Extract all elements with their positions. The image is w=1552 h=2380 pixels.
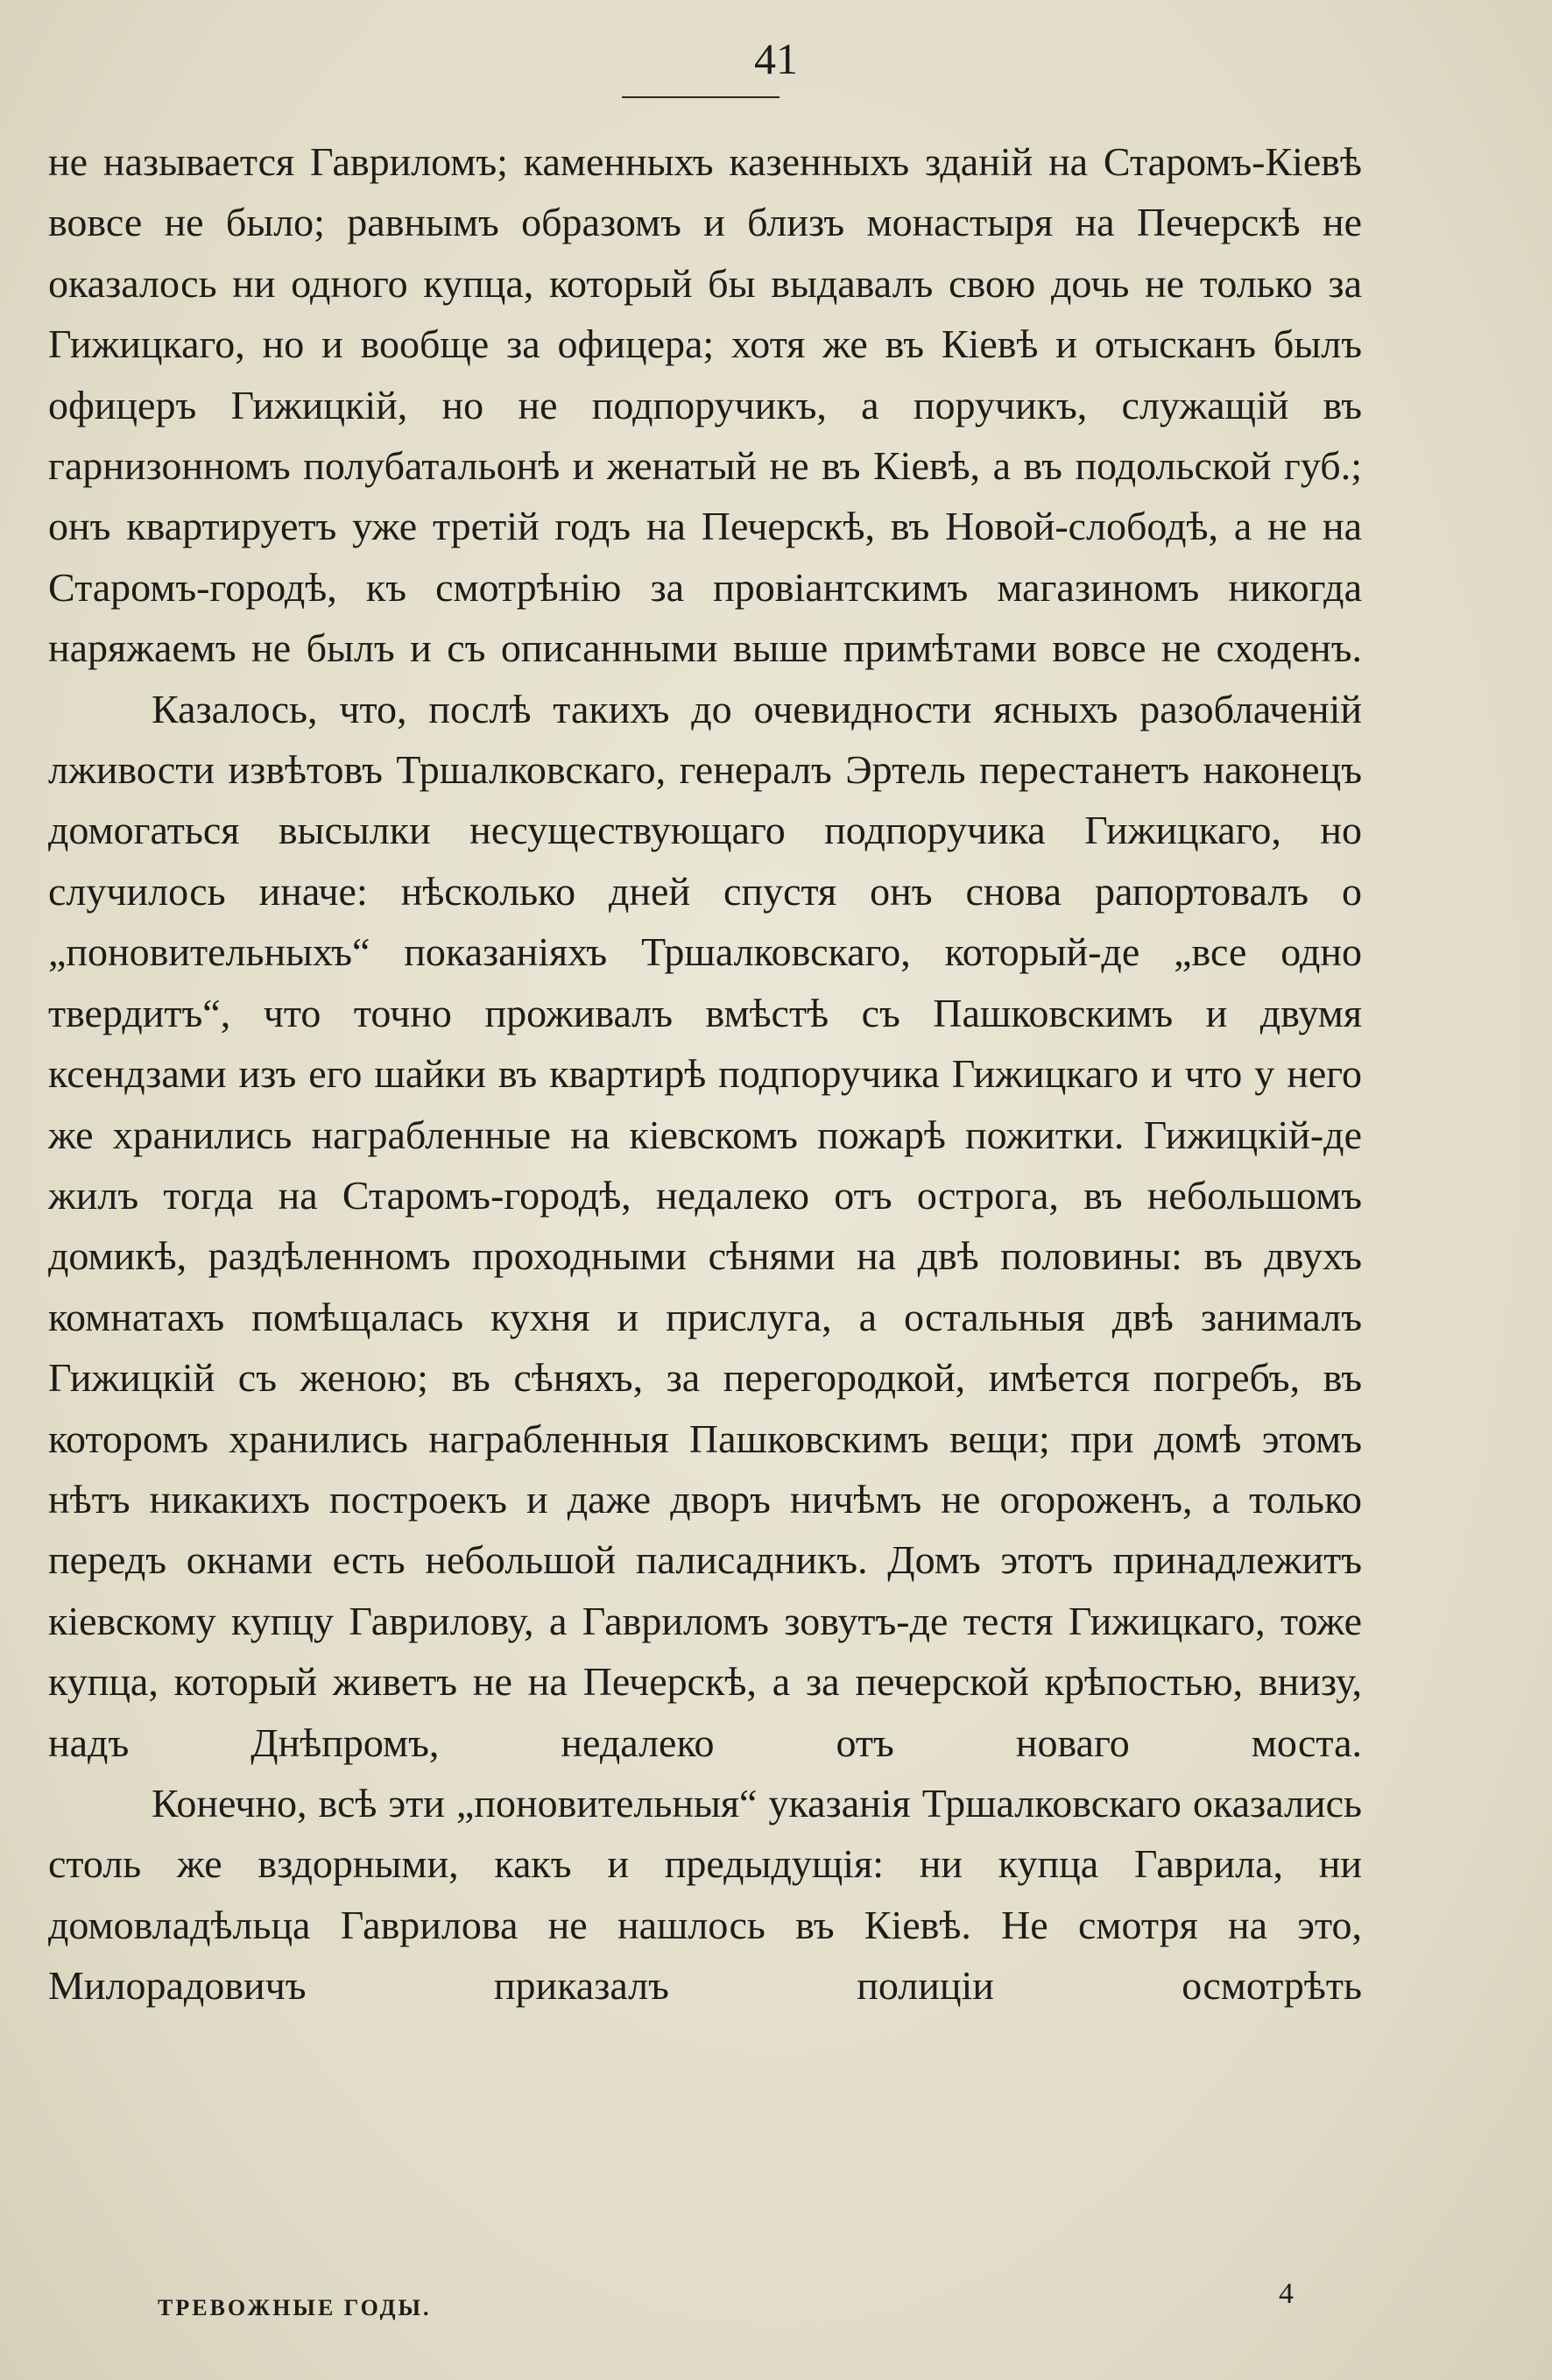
signature-mark: 4 bbox=[1279, 2278, 1294, 2310]
paragraph-1: не называется Гавриломъ; каменныхъ казенныхъ зданій на Старомъ-Кіевѣ вовсе не было; равнымъ образомъ и близъ монастыря на Печерскѣ не оказалось ни одного купца, который бы выдавалъ свою дочь не только за Гижицкаго, но и вообще за офицера; хотя же въ Кіевѣ и отысканъ былъ офицеръ Гижицкій, но не подпоручикъ, а поручикъ, служащій въ гарнизонномъ полубатальонѣ и женатый не въ Кіевѣ, а въ подольской губ.; онъ квартируетъ уже третій годъ на Печерскѣ, въ Новой-слободѣ, а не на Старомъ-городѣ, къ смотрѣнію за провіантскимъ магазиномъ никогда наряжаемъ не былъ и съ описанными выше примѣтами вовсе не сходенъ. bbox=[48, 139, 1362, 671]
running-footer-title: ТРЕВОЖНЫЕ ГОДЫ. bbox=[158, 2295, 432, 2320]
body-text bbox=[48, 131, 1362, 2016]
paragraph-3: Конечно, всѣ эти „поновительныя“ указанія Тршалковскаго оказались столь же вздорными, какъ и предыдущія: ни купца Гаврила, ни домовладѣльца Гаврилова не нашлось въ Кіевѣ. Не смотря на это, Милорадовичъ приказалъ полиціи осмотрѣть bbox=[48, 1780, 1362, 2009]
page-number: 41 bbox=[754, 34, 798, 83]
paragraph-2: Казалось, что, послѣ такихъ до очевидности ясныхъ разоблаченій лживости извѣтовъ Тршалковскаго, генералъ Эртель перестанетъ наконецъ домогаться высылки несуществующаго подпоручика Гижицкаго, но случилось иначе: нѣсколько дней спустя онъ снова рапортовалъ о „поновительныхъ“ показаніяхъ Тршалковскаго, который-де „все одно твердитъ“, что точно проживалъ вмѣстѣ съ Пашковскимъ и двумя ксендзами изъ его шайки въ квартирѣ подпоручика Гижицкаго и что у него же хранились награбленные на кіевскомъ пожарѣ пожитки. Гижицкій-де жилъ тогда на Старомъ-городѣ, недалеко отъ острога, въ небольшомъ домикѣ, раздѣленномъ проходными сѣнями на двѣ половины: въ двухъ комнатахъ помѣщалась кухня и прислуга, а остальныя двѣ занималъ Гижицкій съ женою; въ сѣняхъ, за перегородкой, имѣется погребъ, въ которомъ хранились награбленныя Пашковскимъ вещи; при домѣ этомъ нѣтъ никакихъ построекъ и даже дворъ ничѣмъ не огороженъ, а только передъ окнами есть небольшой палисадникъ. Домъ этотъ принадлежитъ кіевскому купцу Гаврилову, а Гавриломъ зовутъ-де тестя Гижицкаго, тоже купца, который живетъ не на Печерскѣ, а за печерской крѣпостью, внизу, надъ Днѣпромъ, недалеко отъ новаго моста. bbox=[48, 686, 1362, 1765]
page-number-rule bbox=[622, 96, 780, 98]
